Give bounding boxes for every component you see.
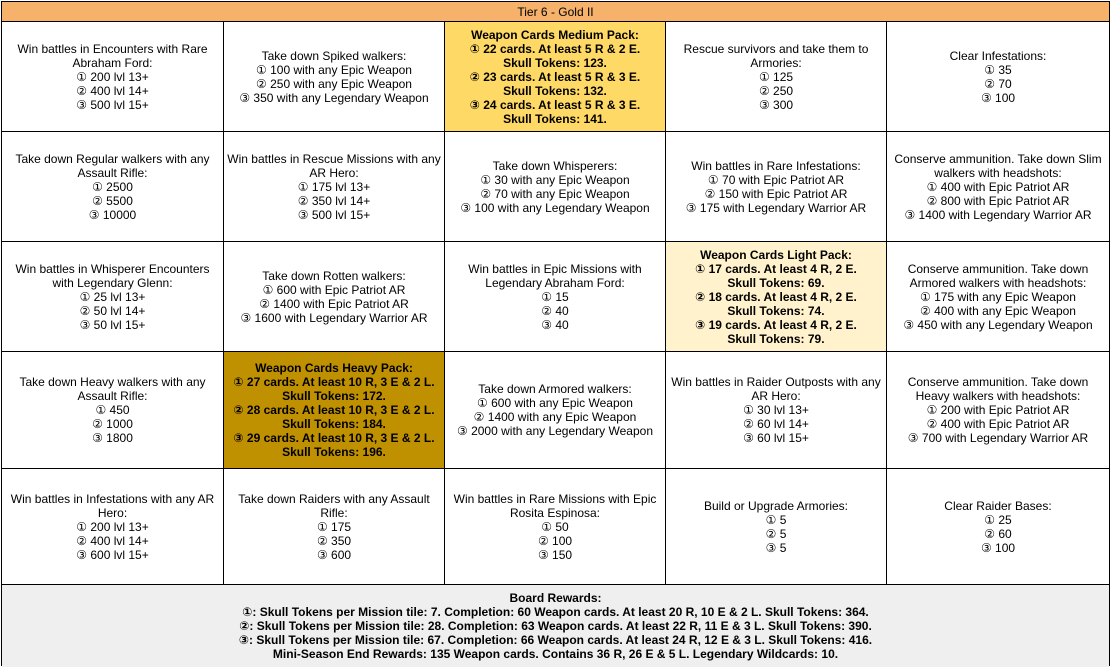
tile-line: ② 60 lvl 14+ (743, 417, 809, 431)
tile-line: ② 1400 with any Epic Weapon (473, 410, 637, 424)
reward-pack-cell-heavy (224, 352, 445, 469)
mission-tile (2, 132, 224, 242)
mission-tile (887, 22, 1109, 132)
mission-tile (666, 22, 887, 132)
tile-line: Heavy walkers with headshots: (915, 389, 1081, 403)
tile-heading: Weapon Cards Medium Pack: (471, 27, 639, 42)
tile-line: ② 70 (984, 76, 1012, 91)
tile-heading: Conserve ammunition. Take down (907, 261, 1089, 276)
tile-line: Skull Tokens: 141. (503, 111, 607, 126)
tile-line: ① 400 with Epic Patriot AR (926, 179, 1070, 194)
tile-line: ③ 50 lvl 15+ (79, 317, 146, 332)
mission-tile (887, 132, 1109, 242)
tile-line: ① 200 lvl 13+ (76, 519, 149, 534)
tile-line: ② 400 with any Epic Weapon (920, 303, 1076, 318)
tile-line: ③ 600 lvl 15+ (76, 547, 149, 562)
tile-line: ② 5 (765, 526, 787, 541)
tile-heading: Win battles in Rare Missions with Epic (453, 491, 657, 506)
tile-line: ① 35 (984, 62, 1012, 77)
tile-line: ② 400 with Epic Patriot AR (926, 417, 1070, 431)
tile-heading: Win battles in Epic Missions with (468, 261, 642, 276)
mission-tile (2, 22, 224, 132)
tile-line: Skull Tokens: 184. (282, 417, 386, 431)
tile-line: Assault Rifle: (77, 389, 148, 403)
tile-line: ② 28 cards. At least 10 R, 3 E & 2 L. (233, 403, 435, 417)
mission-tile (887, 352, 1109, 469)
tile-line: Skull Tokens: 132. (503, 83, 607, 98)
tile-line: ① 5 (765, 512, 787, 527)
mission-tile (445, 469, 666, 585)
tile-line: ② 250 (758, 83, 794, 98)
tile-line: Skull Tokens: 74. (727, 303, 825, 318)
tile-line: AR Hero: (309, 165, 359, 180)
tile-line: ① 27 cards. At least 10 R, 3 E & 2 L. (233, 375, 435, 389)
tile-line: ① 600 with Epic Patriot AR (262, 282, 406, 297)
tile-heading: Win battles in Whisperer Encounters (15, 261, 210, 276)
tile-line: ③ 600 (316, 547, 352, 562)
tile-line: ① 200 with Epic Patriot AR (926, 403, 1070, 417)
tile-line: ② 400 lvl 14+ (76, 533, 149, 548)
tile-line: Skull Tokens: 123. (503, 55, 607, 70)
board-rewards (2, 585, 1109, 667)
tile-line: ② 60 (984, 526, 1012, 541)
tile-line: ① 30 lvl 13+ (743, 403, 809, 417)
tile-line: Skull Tokens: 79. (727, 331, 825, 346)
tile-line: ① 200 lvl 13+ (76, 69, 149, 84)
mission-tile (445, 242, 666, 352)
tile-line: ① 50 (541, 519, 569, 534)
tile-line: ① 100 with any Epic Weapon (256, 62, 412, 77)
tile-heading: Take down Whisperers: (492, 158, 618, 173)
reward-pack-cell-medium (445, 22, 666, 132)
tile-line: Armories: (750, 55, 802, 70)
mission-tile (224, 22, 445, 132)
board-reward-line: ①: Skull Tokens per Mission tile: 7. Completion: 60 Weapon cards. At least 20 R, 10 E & 2 L. Skull Tokens: 364. (242, 605, 869, 619)
tile-line: ① 600 with any Epic Weapon (477, 396, 633, 410)
tile-heading: Conserve ammunition. Take down Slim (894, 151, 1102, 166)
mission-tile (887, 469, 1109, 585)
tile-line: ① 175 with any Epic Weapon (920, 289, 1076, 304)
tile-line: ③ 10000 (88, 207, 137, 222)
tile-line: ① 25 lvl 13+ (79, 289, 146, 304)
tile-line: ② 50 lvl 14+ (79, 303, 146, 318)
board-rewards-heading: Board Rewards: (509, 591, 602, 605)
tile-line: Skull Tokens: 69. (727, 275, 825, 290)
tile-line: Skull Tokens: 196. (282, 445, 386, 459)
tile-line: ③ 700 with Legendary Warrior AR (907, 431, 1089, 445)
tile-line: ② 350 lvl 14+ (297, 193, 371, 208)
tile-line: ① 125 (758, 69, 794, 84)
tile-line: ② 18 cards. At least 4 R, 2 E. (695, 289, 857, 304)
tile-line: ③ 1400 with Legendary Warrior AR (904, 207, 1092, 222)
tile-heading: Weapon Cards Heavy Pack: (255, 361, 413, 375)
tile-line: ③ 2000 with any Legendary Weapon (456, 424, 653, 438)
board-reward-line: Mini-Season End Rewards: 135 Weapon cards. Contains 36 R, 26 E & 5 L. Legendary Wildcards: 10. (272, 647, 839, 661)
tile-line: ② 100 (537, 533, 573, 548)
tile-line: ③ 60 lvl 15+ (743, 431, 809, 445)
tile-heading: Take down Armored walkers: (478, 382, 632, 396)
tile-line: ③ 19 cards. At least 4 R, 2 E. (695, 317, 857, 332)
tile-line: ② 800 with Epic Patriot AR (926, 193, 1070, 208)
tile-line: ③ 500 lvl 15+ (76, 97, 149, 112)
tile-line: ② 40 (541, 303, 569, 318)
tile-heading: Clear Infestations: (949, 48, 1047, 63)
tile-line: Rifle: (320, 505, 348, 520)
tile-line: ② 1000 (92, 417, 133, 431)
mission-tile (2, 469, 224, 585)
tile-line: ③ 300 (758, 97, 794, 112)
tile-line: ② 150 with Epic Patriot AR (704, 186, 848, 201)
tile-heading: Win battles in Infestations with any AR (10, 491, 215, 506)
tile-line: ③ 100 (980, 540, 1016, 555)
tile-heading: Clear Raider Bases: (944, 498, 1052, 513)
tile-heading: Win battles in Raider Outposts with any (671, 375, 881, 389)
tile-line: ③ 100 (980, 90, 1016, 105)
tile-line: ① 17 cards. At least 4 R, 2 E. (695, 261, 857, 276)
tile-line: ③ 29 cards. At least 10 R, 3 E & 2 L. (233, 431, 435, 445)
mission-tile (2, 242, 224, 352)
mission-tile (224, 242, 445, 352)
tile-line: ③ 1600 with Legendary Warrior AR (240, 310, 428, 325)
tile-heading: Win battles in Encounters with Rare (17, 41, 208, 56)
tile-heading: Take down Rotten walkers: (262, 268, 406, 283)
tile-line: Skull Tokens: 172. (282, 389, 386, 403)
tile-line: ① 22 cards. At least 5 R & 2 E. (469, 41, 641, 56)
tile-line: ① 30 with any Epic Weapon (480, 172, 630, 187)
tile-line: ② 23 cards. At least 5 R & 3 E. (469, 69, 641, 84)
tile-heading: Take down Raiders with any Assault (238, 491, 430, 506)
tile-line: ③ 500 lvl 15+ (297, 207, 371, 222)
tile-line: ③ 175 with Legendary Warrior AR (685, 200, 867, 215)
tile-line: ① 70 with Epic Patriot AR (707, 172, 845, 187)
mission-tile (666, 469, 887, 585)
mission-tile (666, 352, 887, 469)
tile-line: ③ 40 (541, 317, 569, 332)
tier-title: Tier 6 - Gold II (2, 2, 1109, 22)
tile-line: ① 450 (95, 403, 130, 417)
reward-pack-cell-light (666, 242, 887, 352)
tile-heading: Take down Spiked walkers: (261, 48, 407, 63)
tile-line: ③ 150 (537, 547, 573, 562)
tile-line: ① 2500 (92, 179, 133, 194)
mission-tile (666, 132, 887, 242)
tile-line: ③ 1800 (92, 431, 133, 445)
tile-line: walkers with headshots: (934, 165, 1062, 180)
board-reward-line: ②: Skull Tokens per Mission tile: 28. Completion: 63 Weapon cards. At least 22 R, 11 E & 3 L. Skull Tokens: 390. (239, 619, 872, 633)
tier-board (1, 1, 1110, 666)
mission-tile (887, 242, 1109, 352)
mission-tile (445, 132, 666, 242)
tile-heading: Take down Heavy walkers with any (19, 375, 206, 389)
tile-heading: Win battles in Rescue Missions with any (227, 151, 441, 166)
mission-tile (224, 132, 445, 242)
tile-line: Rosita Espinosa: (509, 505, 601, 520)
tile-line: ① 25 (984, 512, 1012, 527)
tile-line: ① 175 lvl 13+ (297, 179, 371, 194)
tile-heading: Conserve ammunition. Take down (907, 375, 1089, 389)
tile-line: Abraham Ford: (72, 55, 153, 70)
tile-line: ③ 5 (765, 540, 787, 555)
tile-line: ② 1400 with Epic Patriot AR (259, 296, 409, 311)
tile-line: ③ 450 with any Legendary Weapon (903, 317, 1093, 332)
tile-line: ② 250 with any Epic Weapon (256, 76, 412, 91)
tile-line: ② 70 with any Epic Weapon (480, 186, 630, 201)
tile-line: Legendary Abraham Ford: (485, 275, 625, 290)
mission-tile (224, 469, 445, 585)
tile-line: ② 350 (316, 533, 352, 548)
tile-line: ① 15 (541, 289, 569, 304)
tile-line: with Legendary Glenn: (52, 275, 173, 290)
tile-line: Assault Rifle: (77, 165, 148, 180)
tile-line: Armored walkers with headshots: (909, 275, 1087, 290)
tile-line: ③ 100 with any Legendary Weapon (460, 200, 650, 215)
tile-line: ③ 350 with any Legendary Weapon (239, 90, 429, 105)
tile-line: ② 5500 (92, 193, 133, 208)
mission-tile (2, 352, 224, 469)
tile-line: AR Hero: (751, 389, 801, 403)
tile-line: ① 175 (316, 519, 352, 534)
tile-heading: Take down Regular walkers with any (15, 151, 210, 166)
tile-heading: Rescue survivors and take them to (683, 41, 869, 56)
tile-heading: Weapon Cards Light Pack: (700, 247, 852, 262)
tile-line: ② 400 lvl 14+ (76, 83, 149, 98)
tile-heading: Win battles in Rare Infestations: (691, 158, 861, 173)
mission-tile (445, 352, 666, 469)
tile-line: ③ 24 cards. At least 5 R & 3 E. (469, 97, 641, 112)
tile-heading: Build or Upgrade Armories: (703, 498, 849, 513)
tile-line: Hero: (97, 505, 128, 520)
board-reward-line: ③: Skull Tokens per Mission tile: 67. Completion: 66 Weapon cards. At least 24 R, 12 E & 3 L. Skull Tokens: 416. (238, 633, 873, 647)
